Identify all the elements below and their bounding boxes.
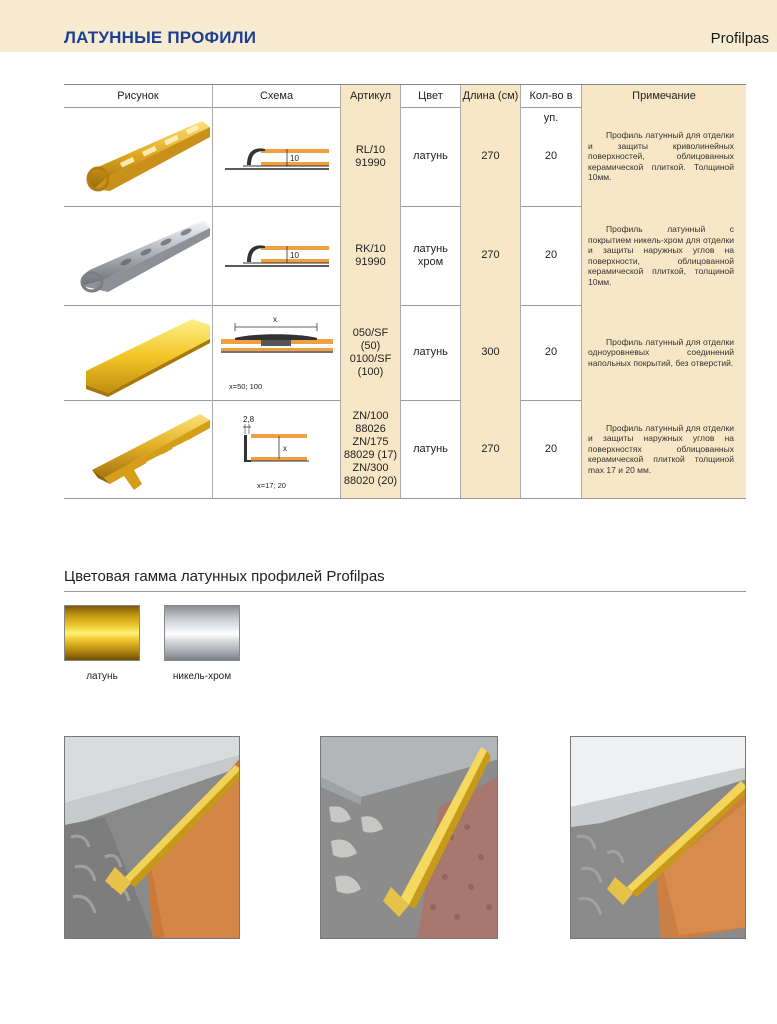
table-row (64, 206, 746, 306)
color-value: латунь (413, 346, 448, 358)
scheme-dimension: x (273, 315, 277, 324)
profile-picture (64, 206, 212, 305)
col-header-note: Примечание (581, 85, 746, 107)
scheme-drawing (213, 206, 341, 305)
brass-color-swatch (64, 605, 140, 661)
nickel-chrome-color-swatch (164, 605, 240, 661)
tile-carpet-transition-photo (321, 737, 498, 939)
scheme-dimension: x (283, 444, 287, 453)
brass-flat-profile-image (64, 305, 212, 400)
palette-title: Цветовая гамма латунных профилей Profilpas (64, 568, 385, 585)
chrome-swatch-label: никель-хром (172, 671, 232, 682)
note-cell (581, 400, 746, 498)
note-text: Профиль латунный для отделки одноуровневых соединений напольных покрытий, без отверстий. (588, 336, 734, 368)
scheme-drawing (213, 305, 341, 400)
article-value: 050/SF (50) 0100/SF (100) (349, 326, 392, 378)
scheme-dimension: 10 (290, 154, 299, 163)
palette-divider (64, 591, 746, 592)
scheme-dimension-2: 2,8 (243, 415, 255, 424)
length-value: 300 (481, 346, 500, 358)
length-value: 270 (481, 249, 500, 261)
profile-picture (64, 305, 212, 400)
article-cell (340, 305, 400, 400)
qty-cell (520, 206, 581, 305)
installation-photo-3 (570, 736, 746, 939)
installation-photo-2 (320, 736, 498, 939)
length-cell (460, 305, 520, 400)
brass-l-profile-image (64, 400, 212, 498)
length-value: 270 (481, 150, 500, 162)
col-header-length: Длина (см) (460, 85, 520, 107)
note-text: Профиль латунный для отделки и защиты криволинейных поверхностей, облицованных керамической плиткой. Толщиной 10мм. (588, 130, 734, 183)
col-header-scheme: Схема (212, 85, 340, 107)
table-header-row (64, 85, 746, 124)
table-row (64, 107, 746, 207)
brass-round-profile-image (64, 107, 212, 206)
scheme-drawing (213, 107, 341, 206)
qty-value: 20 (544, 249, 558, 261)
length-cell (460, 107, 520, 206)
color-value: латунь (413, 150, 448, 162)
qty-value: 20 (544, 150, 558, 162)
brass-swatch-label: латунь (86, 671, 118, 682)
qty-value: 20 (544, 346, 558, 358)
tile-wood-transition-photo (65, 737, 240, 939)
profile-picture (64, 400, 212, 498)
installation-photo-1 (64, 736, 240, 939)
article-value: RK/10 91990 (355, 242, 386, 268)
tile-wood-corner-photo (571, 737, 746, 939)
article-value: ZN/100 88026 ZN/175 88029 (17) ZN/300 88020 (20) (343, 410, 398, 487)
length-cell (460, 206, 520, 305)
profiles-table (64, 84, 746, 490)
table-row (64, 305, 746, 401)
col-header-article: Артикул (340, 85, 400, 107)
scheme-dimension: 10 (290, 251, 299, 260)
brand-name: Profilpas (710, 30, 769, 47)
profile-picture (64, 107, 212, 206)
color-cell (400, 400, 460, 498)
page-title: ЛАТУННЫЕ ПРОФИЛИ (64, 28, 257, 47)
col-header-qty: Кол-во в уп. (520, 85, 581, 107)
color-cell (400, 206, 460, 305)
profile-scheme (212, 206, 340, 305)
scheme-drawing (213, 400, 341, 498)
col-header-picture: Рисунок (117, 90, 159, 102)
profile-scheme (212, 400, 340, 498)
profile-scheme (212, 107, 340, 206)
qty-value: 20 (544, 442, 558, 455)
page-header (0, 0, 777, 52)
qty-cell (520, 400, 581, 498)
color-value: латунь (413, 442, 448, 455)
color-cell (400, 107, 460, 206)
article-cell (340, 206, 400, 305)
note-cell (581, 305, 746, 400)
article-cell (340, 400, 400, 498)
note-text: Профиль латунный с покрытием никель-хром для отделки и защиты наружных углов на поверхности, облицованной керамической плиткой, толщиной 10мм. (588, 224, 734, 287)
color-value: латунь хром (413, 242, 448, 268)
note-cell (581, 206, 746, 305)
scheme-caption: x=17; 20 (257, 481, 286, 490)
col-header-color: Цвет (400, 85, 460, 107)
table-row (64, 400, 746, 499)
article-value: RL/10 91990 (355, 143, 386, 169)
qty-cell (520, 107, 581, 206)
article-cell (340, 107, 400, 206)
length-value: 270 (481, 442, 500, 455)
scheme-caption: x=50; 100 (229, 382, 263, 391)
color-cell (400, 305, 460, 400)
chrome-profile-image (64, 206, 212, 305)
note-cell (581, 107, 746, 206)
note-text: Профиль латунный для отделки и защиты наружных углов на поверхностях облицованных керамической плиткой толщиной max 17 и 20 мм. (588, 422, 734, 475)
profile-scheme (212, 305, 340, 400)
qty-cell (520, 305, 581, 400)
length-cell (460, 400, 520, 498)
